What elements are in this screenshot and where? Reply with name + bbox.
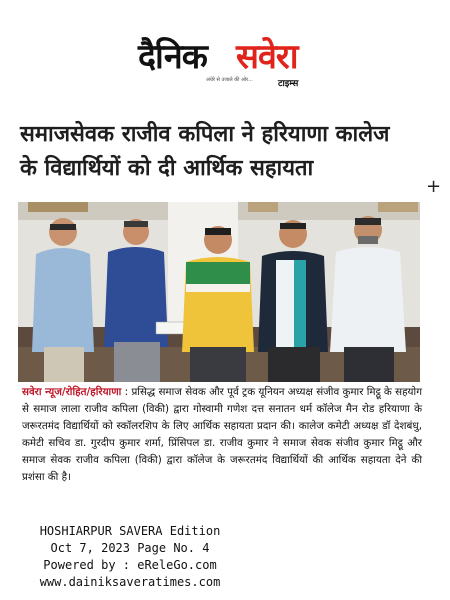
masthead-tagline: अंधेरे से उजाले की ओर... <box>206 77 253 83</box>
footer-edition: HOSHIARPUR SAVERA Edition <box>39 524 221 538</box>
footer-date-page: Oct 7, 2023 Page No. 4 <box>50 541 210 555</box>
masthead <box>0 30 450 100</box>
news-photo <box>18 202 420 382</box>
news-photo-illustration <box>18 202 420 382</box>
headline <box>20 118 440 186</box>
footer-powered-by: Powered by : eReleGo.com <box>43 558 217 572</box>
article-body: प्रसिद्ध समाज सेवक और पूर्व ट्रक यूनियन अध्यक्ष संजीव कुमार मिट्ठू के सहयोग से समाज लाला राजीव कपिला (विकी) द्वारा गोस्वामी गणेश दत्त सनातन धर्म कॉलेज मैन रोड हरियाणा के जरूरतमंद विद्यार्थियों को स्कॉलरशिप के लिए आर्थिक सहायता प्रदान की। कालेज कमेटी अध्यक्ष डॉ देशबंधु, कमेटी सचिव डा. गुरदीप कुमार शर्मा, प्रिंसिपल डा. राजीव कुमार ने समाज सेवक संजीव कुमार मिट्ठू और समाज सेवक राजीव कपिला (विकी) द्वारा कॉलेज के जरूरतमंद विद्यार्थियों की आर्थिक सहायता देने की प्रशंसा की है। <box>22 386 422 483</box>
masthead-suffix: टाइम्स <box>278 79 299 89</box>
article-caption <box>22 384 422 486</box>
crosshair-icon: + <box>426 176 442 197</box>
masthead-name-part1: दैनिक <box>138 37 207 77</box>
article-separator: : <box>121 386 132 398</box>
footer-website[interactable]: www.dainiksaveratimes.com <box>39 575 221 589</box>
headline-line-2: के विद्यार्थियों को दी आर्थिक सहायता <box>20 156 314 181</box>
edition-footer <box>0 523 260 591</box>
masthead-name-part2: सवेरा <box>236 37 298 77</box>
headline-line-1: समाजसेवक राजीव कपिला ने हरियाणा कालेज <box>20 122 390 147</box>
article-dateline: सवेरा न्यूज/रोहित/हरियाणा <box>22 386 122 398</box>
